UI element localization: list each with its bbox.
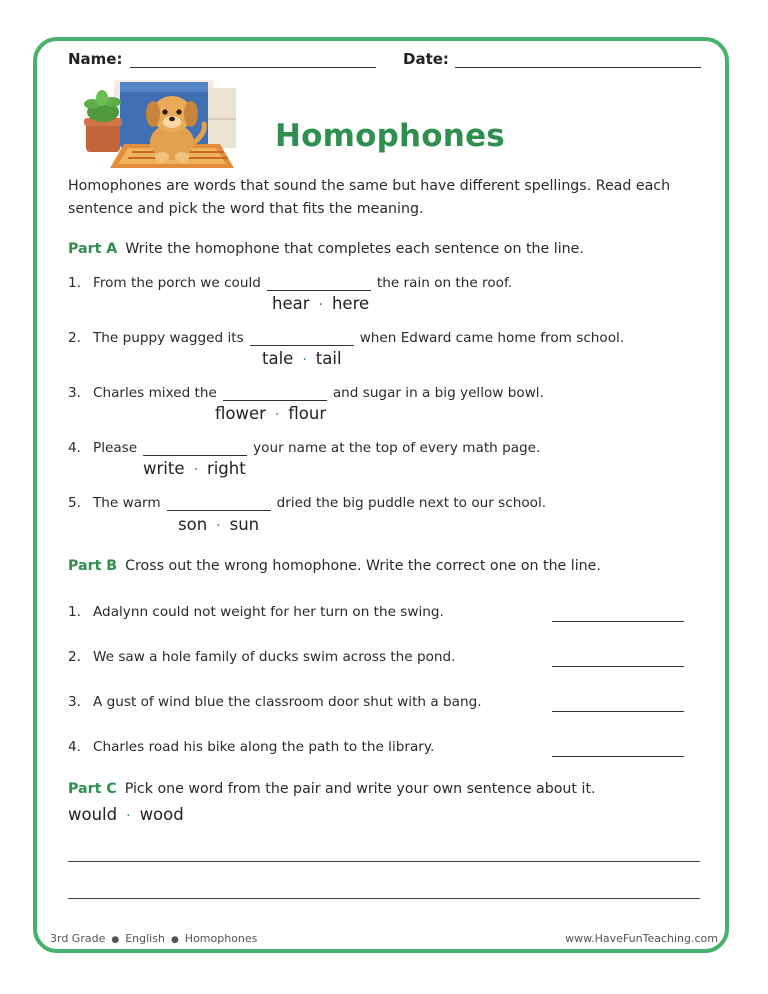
part-a-question-2 bbox=[68, 330, 624, 346]
answer-blank[interactable] bbox=[223, 386, 327, 401]
footer-grade: 3rd Grade bbox=[50, 932, 106, 945]
writing-line-1[interactable] bbox=[68, 861, 700, 862]
intro-text: Homophones are words that sound the same but have different spellings. Read each sentence and pick the word that fits the meaning. bbox=[68, 178, 671, 217]
part-b-heading bbox=[68, 558, 601, 574]
sentence-end: the rain on the roof. bbox=[376, 275, 513, 291]
question-number: 4. bbox=[68, 739, 81, 755]
part-c-instruction: Pick one word from the pair and write your own sentence about it. bbox=[124, 781, 596, 797]
footer-tags bbox=[50, 932, 257, 945]
bullet-icon: ● bbox=[111, 935, 120, 945]
part-b-instruction: Cross out the wrong homophone. Write the correct one on the line. bbox=[125, 558, 601, 574]
sentence-start: Please bbox=[93, 440, 138, 456]
answer-line[interactable] bbox=[552, 711, 684, 712]
sentence-start: The warm bbox=[93, 495, 161, 511]
sentence-end: your name at the top of every math page. bbox=[253, 440, 541, 456]
answer-line[interactable] bbox=[552, 666, 684, 667]
name-label: Name: bbox=[68, 50, 123, 68]
separator-dot: · bbox=[193, 462, 198, 478]
choice-word-2: wood bbox=[139, 805, 184, 824]
footer-topic: Homophones bbox=[184, 932, 258, 945]
sentence-text: Charles road his bike along the path to the library. bbox=[93, 739, 435, 755]
sentence-start: Charles mixed the bbox=[93, 385, 217, 401]
sentence-end: and sugar in a big yellow bowl. bbox=[332, 385, 544, 401]
choice-word-1: son bbox=[178, 515, 208, 534]
choice-word-2: sun bbox=[229, 515, 260, 534]
question-number: 4. bbox=[68, 440, 81, 456]
word-choices bbox=[68, 805, 184, 824]
part-a-question-5 bbox=[68, 495, 546, 511]
page-title: Homophones bbox=[275, 118, 505, 154]
separator-dot: · bbox=[302, 352, 307, 368]
question-number: 3. bbox=[68, 385, 81, 401]
separator-dot: · bbox=[274, 407, 280, 423]
part-a-question-3 bbox=[68, 385, 544, 401]
part-b-label: Part B bbox=[68, 558, 118, 574]
part-a-question-1 bbox=[68, 275, 512, 291]
answer-blank[interactable] bbox=[143, 441, 247, 456]
word-choices bbox=[143, 459, 246, 478]
puppy-on-rug-illustration bbox=[80, 78, 242, 172]
question-number: 5. bbox=[68, 495, 81, 511]
part-a-question-4 bbox=[68, 440, 540, 456]
part-b-question-2 bbox=[68, 649, 456, 665]
separator-dot: · bbox=[318, 297, 323, 313]
question-number: 1. bbox=[68, 604, 81, 620]
sentence-text: Adalynn could not weight for her turn on the swing. bbox=[93, 604, 444, 620]
part-c-label: Part C bbox=[68, 781, 117, 797]
part-b-question-3 bbox=[68, 694, 482, 710]
sentence-start: From the porch we could bbox=[93, 275, 261, 291]
question-number: 3. bbox=[68, 694, 81, 710]
bullet-icon: ● bbox=[170, 935, 179, 945]
footer-subject: English bbox=[125, 932, 165, 945]
part-a-instruction: Write the homophone that completes each sentence on the line. bbox=[125, 241, 584, 257]
question-number: 2. bbox=[68, 649, 81, 665]
choice-word-1: would bbox=[68, 805, 118, 824]
word-choices bbox=[272, 294, 369, 313]
date-label: Date: bbox=[403, 50, 449, 68]
choice-word-1: flower bbox=[215, 404, 266, 423]
word-choices bbox=[262, 349, 342, 368]
separator-dot: · bbox=[216, 518, 221, 534]
choice-word-1: hear bbox=[272, 294, 310, 313]
sentence-end: dried the big puddle next to our school. bbox=[276, 495, 547, 511]
part-b-question-4 bbox=[68, 739, 434, 755]
sentence-end: when Edward came home from school. bbox=[359, 330, 625, 346]
choice-word-2: here bbox=[331, 294, 370, 313]
answer-blank[interactable] bbox=[267, 276, 371, 291]
part-a-heading bbox=[68, 241, 584, 257]
answer-blank[interactable] bbox=[167, 496, 271, 511]
name-line[interactable] bbox=[130, 67, 376, 68]
answer-blank[interactable] bbox=[250, 331, 354, 346]
part-c-heading bbox=[68, 781, 596, 797]
choice-word-2: right bbox=[206, 459, 246, 478]
choice-word-2: tail bbox=[315, 349, 342, 368]
choice-word-2: flour bbox=[288, 404, 327, 423]
sentence-start: The puppy wagged its bbox=[93, 330, 244, 346]
word-choices bbox=[178, 515, 259, 534]
date-line[interactable] bbox=[455, 67, 701, 68]
separator-dot: · bbox=[126, 808, 131, 824]
answer-line[interactable] bbox=[552, 621, 684, 622]
answer-line[interactable] bbox=[552, 756, 684, 757]
writing-line-2[interactable] bbox=[68, 898, 700, 899]
question-number: 2. bbox=[68, 330, 81, 346]
word-choices bbox=[215, 404, 326, 423]
part-b-question-1 bbox=[68, 604, 444, 620]
choice-word-1: tale bbox=[262, 349, 294, 368]
sentence-text: A gust of wind blue the classroom door shut with a bang. bbox=[93, 694, 482, 710]
question-number: 1. bbox=[68, 275, 81, 291]
sentence-text: We saw a hole family of ducks swim across the pond. bbox=[93, 649, 456, 665]
footer-site: www.HaveFunTeaching.com bbox=[565, 932, 718, 945]
choice-word-1: write bbox=[143, 459, 185, 478]
part-a-label: Part A bbox=[68, 241, 118, 257]
